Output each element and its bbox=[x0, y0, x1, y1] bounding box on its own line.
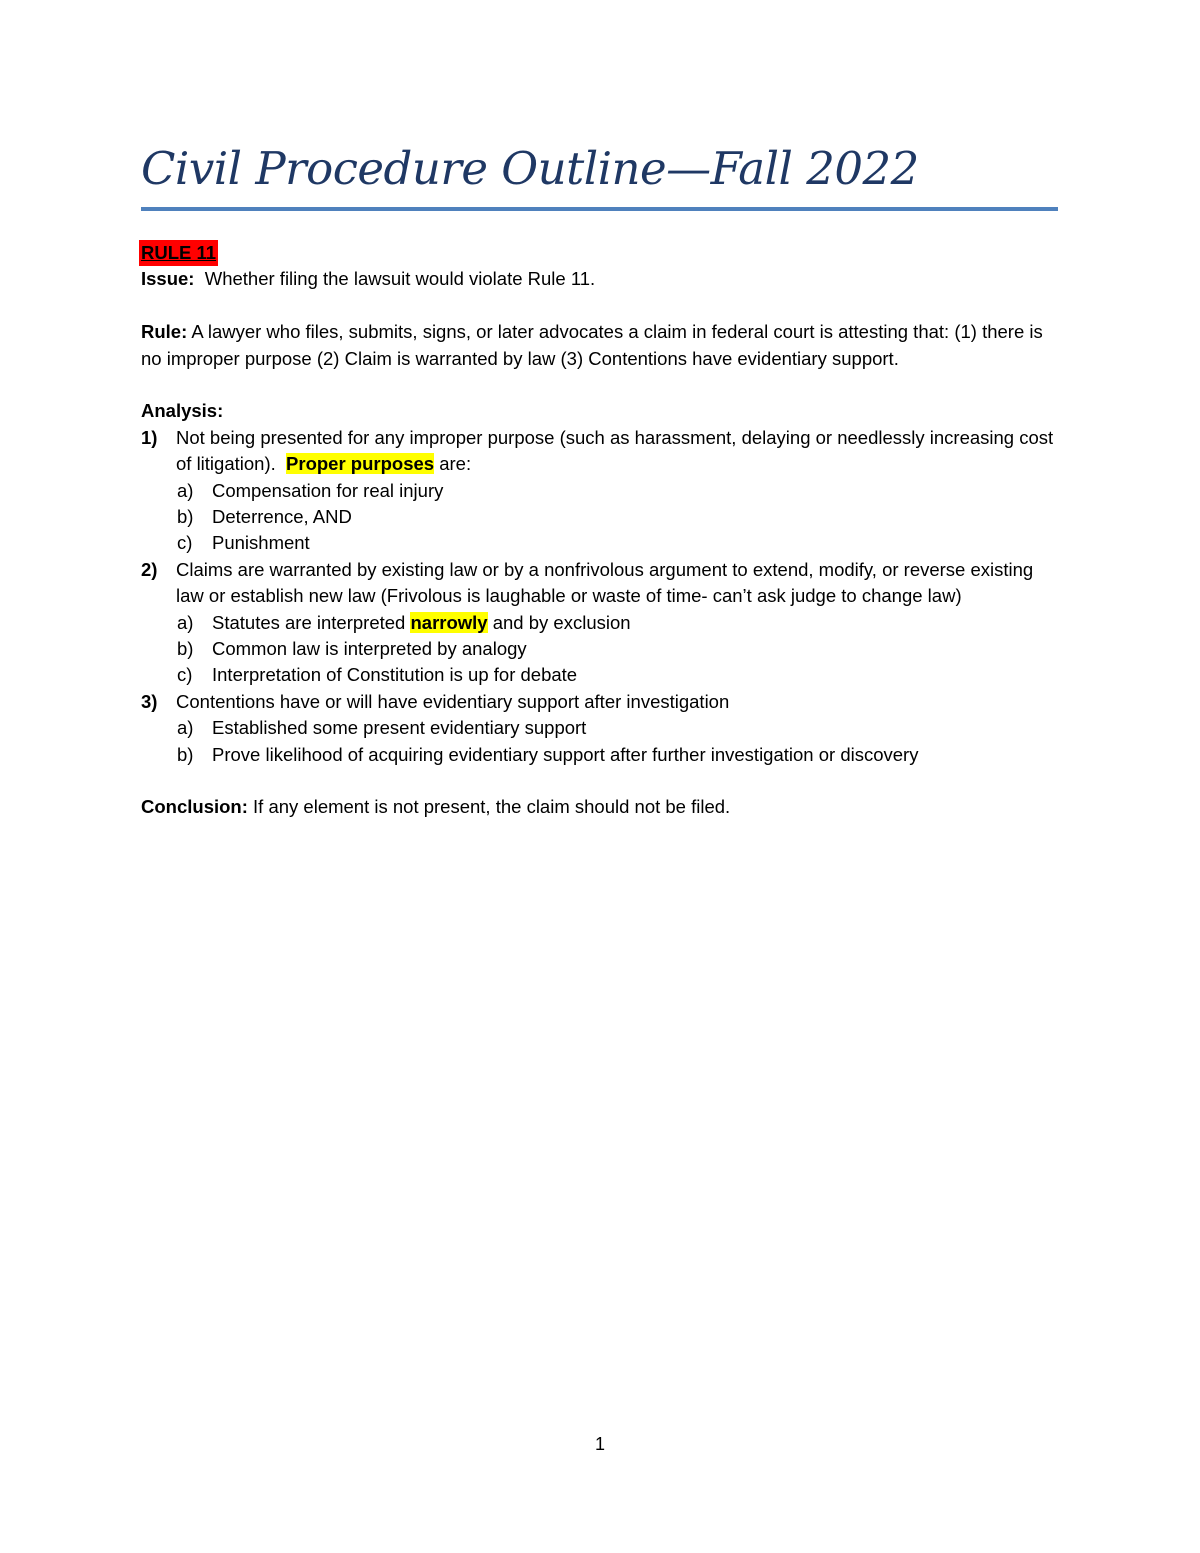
sub-list-item bbox=[141, 715, 1061, 741]
sub-marker: b) bbox=[177, 638, 194, 660]
sub-marker: a) bbox=[177, 611, 194, 633]
highlight-proper-purposes: Proper purposes bbox=[286, 453, 435, 475]
sub-marker: a) bbox=[177, 717, 194, 739]
page-number: 1 bbox=[594, 1434, 605, 1454]
sub-item-text: Common law is interpreted by analogy bbox=[212, 638, 527, 660]
sub-item-text: Established some present evidentiary support bbox=[212, 717, 587, 739]
rule-text: A lawyer who files, submits, signs, or later advocates a claim in federal court is attesting that: (1) there is no improper purpose (2) Claim is warranted by law (3) Contentions have evidentiary support. bbox=[141, 321, 1043, 369]
sub-list-item bbox=[141, 478, 1061, 504]
sub-marker: c) bbox=[177, 664, 193, 686]
list-item bbox=[141, 557, 1061, 610]
item-3-text: Contentions have or will have evidentiary support after investigation bbox=[176, 690, 730, 712]
sub-item-text: Statutes are interpreted bbox=[212, 611, 411, 633]
list-marker: 3) bbox=[141, 690, 158, 712]
highlight-narrowly: narrowly bbox=[410, 611, 488, 633]
list-marker: 2) bbox=[141, 558, 158, 580]
sub-marker: b) bbox=[177, 506, 194, 528]
item-1-text-after: are: bbox=[434, 453, 472, 475]
item-1-text: Not being presented for any improper purpose (such as harassment, delaying or needlessly increasing cost of litigation). bbox=[176, 426, 1059, 475]
list-item bbox=[141, 689, 1061, 715]
sub-marker: c) bbox=[177, 532, 193, 554]
list-marker: 1) bbox=[141, 426, 158, 448]
rule-paragraph bbox=[141, 319, 1061, 372]
conclusion-paragraph bbox=[141, 794, 1061, 820]
issue-paragraph bbox=[141, 266, 1061, 292]
sub-list-item bbox=[141, 742, 1061, 768]
rule-11-heading: RULE 11 bbox=[139, 240, 218, 266]
sub-marker: b) bbox=[177, 743, 194, 765]
conclusion-label: Conclusion: bbox=[141, 796, 248, 818]
sub-item-text: Prove likelihood of acquiring evidentiary support after further investigation or discovery bbox=[212, 743, 919, 765]
list-item bbox=[141, 425, 1061, 478]
sub-marker: a) bbox=[177, 479, 194, 501]
sub-item-text: Punishment bbox=[212, 532, 310, 554]
sub-list-item bbox=[141, 610, 1061, 636]
sub-item-text: Deterrence, AND bbox=[212, 506, 352, 528]
sub-item-text: Interpretation of Constitution is up for debate bbox=[212, 664, 578, 686]
document-title: Civil Procedure Outline—Fall 2022 bbox=[141, 142, 919, 195]
analysis-heading: Analysis: bbox=[141, 400, 224, 422]
document-body bbox=[141, 240, 1061, 821]
sub-list-item bbox=[141, 636, 1061, 662]
sub-list-item bbox=[141, 530, 1061, 556]
sub-item-text-after: and by exclusion bbox=[487, 611, 631, 633]
title-underline bbox=[141, 207, 1058, 211]
rule-label: Rule: bbox=[141, 321, 188, 343]
issue-label: Issue: bbox=[141, 268, 195, 290]
issue-text: Whether filing the lawsuit would violate Rule 11. bbox=[194, 268, 596, 290]
sub-item-text: Compensation for real injury bbox=[212, 479, 444, 501]
conclusion-text: If any element is not present, the claim should not be filed. bbox=[247, 796, 731, 818]
sub-list-item bbox=[141, 504, 1061, 530]
sub-list-item bbox=[141, 662, 1061, 688]
item-2-text: Claims are warranted by existing law or by a nonfrivolous argument to extend, modify, or reverse existing law or establish new law (Frivolous is laughable or waste of time- can’t ask judge to change law) bbox=[176, 558, 1034, 607]
